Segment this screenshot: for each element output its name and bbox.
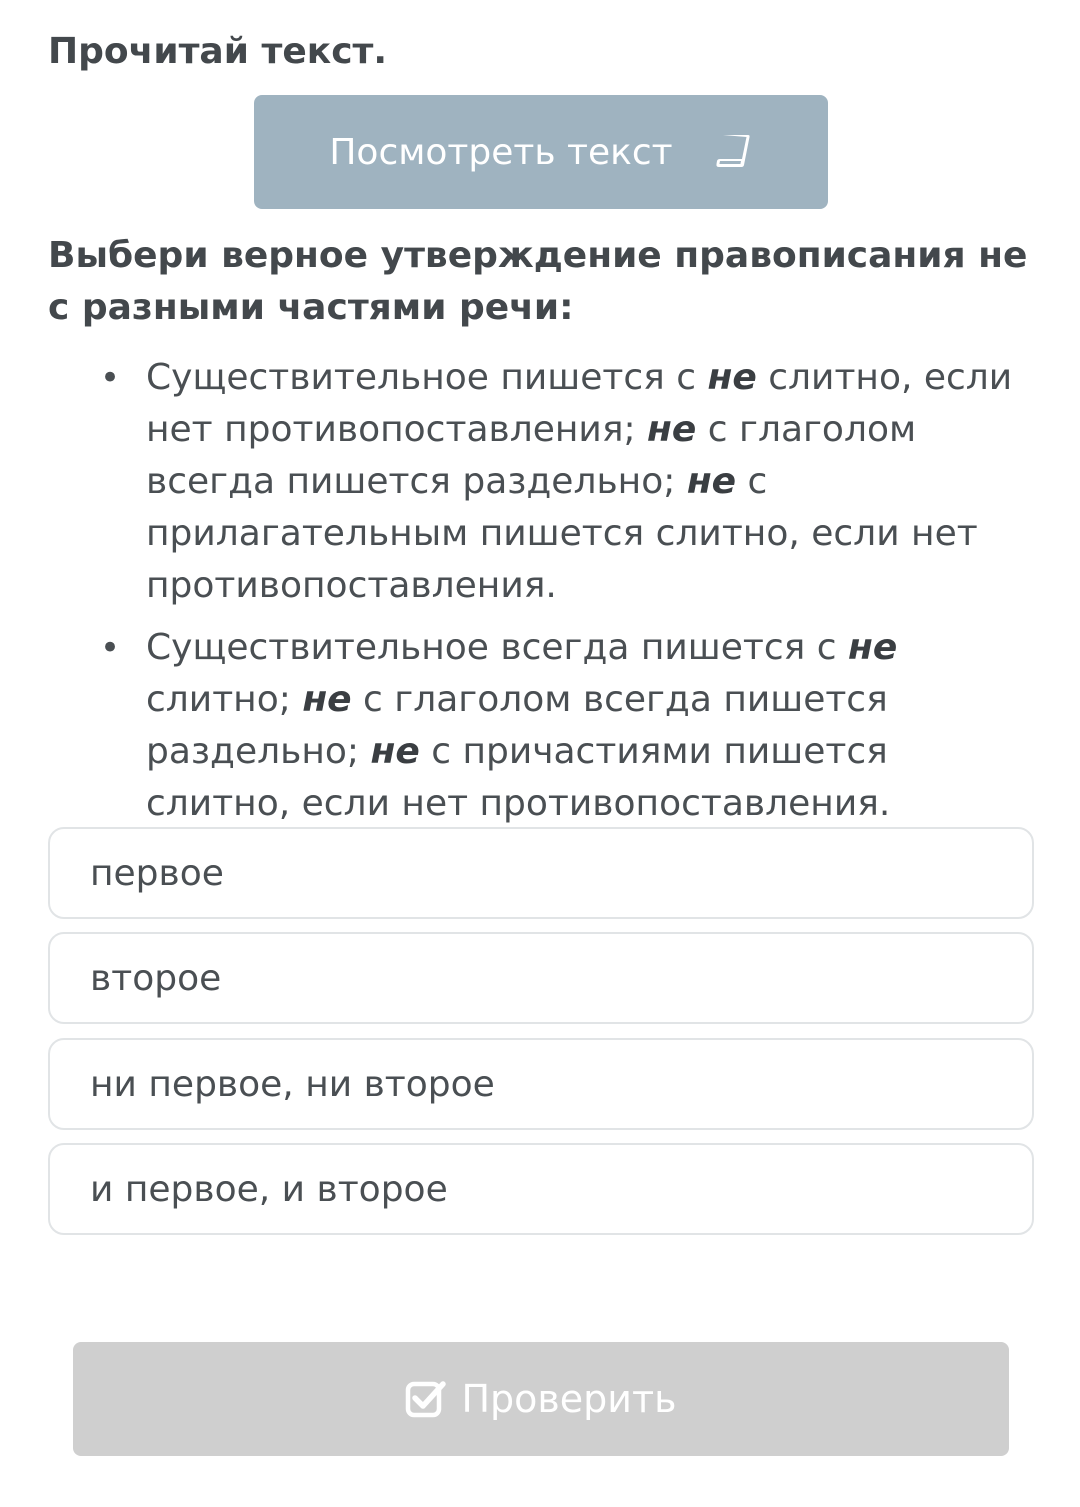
- answer-option-label: и первое, и второе: [90, 1168, 448, 1210]
- view-text-button-label: Посмотреть текст: [329, 131, 673, 173]
- emphasis-ne: не: [370, 731, 420, 772]
- emphasis-ne: не: [647, 409, 697, 450]
- bullet: •: [100, 358, 121, 398]
- answer-option-label: первое: [90, 852, 224, 894]
- answer-option-label: ни первое, ни второе: [90, 1063, 495, 1105]
- statement-text: с глаголом всегда пишется раздельно;: [146, 409, 917, 502]
- bullet: •: [100, 628, 121, 668]
- emphasis-ne: не: [707, 357, 757, 398]
- answer-option-second[interactable]: [48, 932, 1034, 1024]
- statement-text: слитно, если нет противопоставления;: [146, 357, 1013, 450]
- statement-text: Существительное всегда пишется с: [146, 627, 848, 668]
- emphasis-ne: не: [686, 461, 737, 502]
- statement-text: с причастиями пишется слитно, если нет противопоставления.: [146, 731, 891, 824]
- statement-item: [96, 622, 1036, 830]
- checkbox-check-icon: [405, 1378, 447, 1420]
- check-button-label: Проверить: [461, 1377, 677, 1421]
- emphasis-ne: не: [302, 679, 352, 720]
- question-text: Выбери верное утверждение правописания не с разными частями речи:: [48, 235, 1028, 328]
- instruction-title: Прочитай текст.: [48, 31, 388, 72]
- answer-option-neither[interactable]: [48, 1038, 1034, 1130]
- statement-text: слитно;: [146, 679, 303, 720]
- statements-list: [96, 352, 1036, 840]
- check-button[interactable]: [73, 1342, 1009, 1456]
- statement-text: Существительное пишется с: [146, 357, 708, 398]
- statement-text: с глаголом всегда пишется раздельно;: [146, 679, 888, 772]
- statement-item: [96, 352, 1036, 612]
- statement-text: с прилагательным пишется слитно, если нет противопоставления.: [146, 461, 978, 606]
- view-text-button[interactable]: [254, 95, 828, 209]
- book-icon: [713, 132, 753, 172]
- answer-option-both[interactable]: [48, 1143, 1034, 1235]
- answer-option-first[interactable]: [48, 827, 1034, 919]
- emphasis-ne: не: [847, 627, 898, 668]
- answer-option-label: второе: [90, 957, 222, 999]
